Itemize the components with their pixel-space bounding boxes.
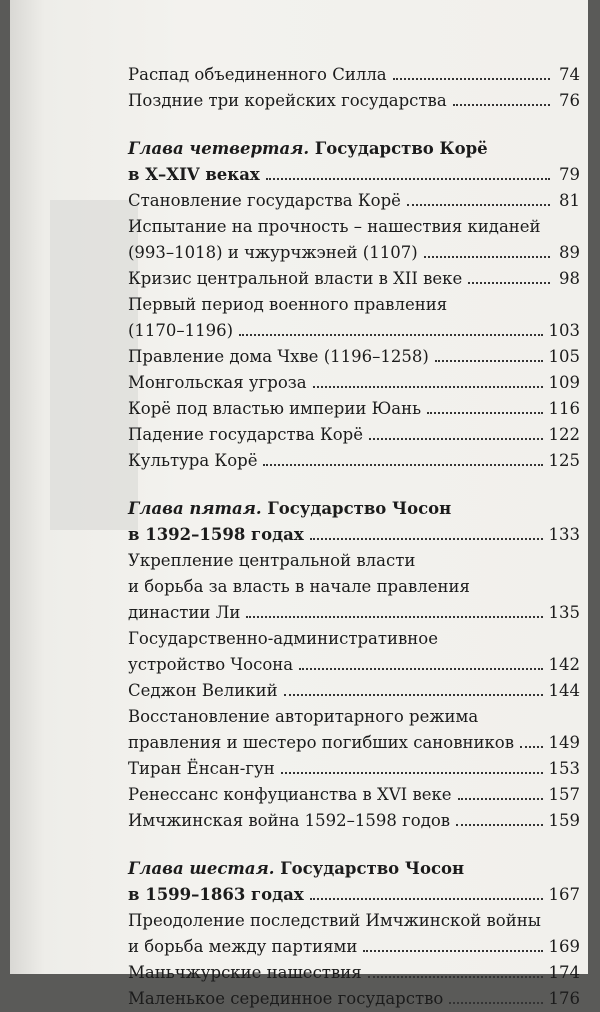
dot-leader: [368, 976, 543, 978]
toc-entry: [128, 808, 580, 834]
toc-entry-title: правления и шестеро погибших сановников: [128, 733, 515, 752]
page-number: 159: [548, 811, 580, 830]
toc-entry-title: Ренессанс конфуцианства в XVI веке: [128, 785, 452, 804]
dot-leader: [407, 204, 550, 206]
chapter-title: Государство Чосон: [267, 499, 452, 518]
toc-entry: [128, 370, 580, 396]
toc-entry-title: Поздние три корейских государства: [128, 91, 447, 110]
chapter-label: Глава шестая.: [128, 859, 275, 878]
toc-entry-title: Седжон Великий: [128, 681, 278, 700]
page-number: 76: [559, 91, 580, 110]
toc-entry: [128, 88, 580, 114]
page-number: 167: [548, 885, 580, 904]
toc-entry-title: Монгольская угроза: [128, 373, 307, 392]
chapter-title-cont: в X–XIV веках: [128, 165, 260, 184]
toc-entry: [128, 730, 580, 756]
toc-entry: [128, 266, 580, 292]
book-page: [10, 0, 588, 1008]
toc-entry-line: Государственно-административное: [128, 629, 438, 648]
section-gap: [128, 474, 580, 496]
toc-entry: [128, 396, 580, 422]
dot-leader: [284, 694, 543, 696]
dot-leader: [468, 282, 550, 284]
toc-entry-title: династии Ли: [128, 603, 241, 622]
toc-entry-title: Становление государства Корё: [128, 191, 401, 210]
toc-entry-title: Распад объединенного Силла: [128, 65, 387, 84]
dot-leader: [299, 668, 542, 670]
chapter-heading: [128, 496, 580, 522]
chapter-label: Глава пятая.: [128, 499, 262, 518]
chapter-title-cont: в 1392–1598 годах: [128, 525, 304, 544]
toc-entry: [128, 652, 580, 678]
page-number: 169: [548, 937, 580, 956]
section-gap: [128, 834, 580, 856]
dot-leader: [520, 746, 542, 748]
page-number: 125: [548, 451, 580, 470]
chapter-heading-row: [128, 162, 580, 188]
page-number: 79: [559, 165, 580, 184]
toc-entry-title: и борьба между партиями: [128, 937, 358, 956]
page-number: 149: [548, 733, 580, 752]
dot-leader: [449, 1002, 542, 1004]
page-number: 74: [559, 65, 580, 84]
toc-entry-line: Укрепление центральной власти: [128, 551, 416, 570]
chapter-heading-row: [128, 882, 580, 908]
page-number: 122: [548, 425, 580, 444]
toc-entry: [128, 678, 580, 704]
page-number: 135: [548, 603, 580, 622]
dot-leader: [453, 104, 550, 106]
page-number: 98: [559, 269, 580, 288]
dot-leader: [239, 334, 542, 336]
toc-entry-line: Преодоление последствий Имчжинской войны: [128, 911, 541, 930]
page-number: 89: [559, 243, 580, 262]
dot-leader: [313, 386, 543, 388]
page-number: 133: [548, 525, 580, 544]
toc-entry: [128, 188, 580, 214]
page-number: 144: [548, 681, 580, 700]
chapter-title: Государство Корё: [314, 139, 488, 158]
page-number: 116: [548, 399, 580, 418]
toc-entry-title: Маленькое серединное государство: [128, 989, 444, 1008]
toc-entry-title: Тиран Ёнсан-гун: [128, 759, 275, 778]
chapter-heading-row: [128, 522, 580, 548]
toc-entry: [128, 756, 580, 782]
bleed-through-shadow: [50, 200, 138, 530]
chapter-heading: [128, 856, 580, 882]
dot-leader: [266, 178, 550, 180]
dot-leader: [246, 616, 542, 618]
toc-entry: [128, 448, 580, 474]
page-number: 103: [548, 321, 580, 340]
toc-entry: [128, 986, 580, 1012]
toc-entry-title: Маньчжурские нашествия: [128, 963, 362, 982]
toc-entry: [128, 960, 580, 986]
page-number: 174: [548, 963, 580, 982]
toc-entry: [128, 600, 580, 626]
table-of-contents: [128, 62, 580, 1012]
toc-entry-title: Культура Корё: [128, 451, 258, 470]
toc-entry-title: (993–1018) и чжурчжэней (1107): [128, 243, 418, 262]
page-number: 81: [559, 191, 580, 210]
chapter-title-cont: в 1599–1863 годах: [128, 885, 304, 904]
page-number: 153: [548, 759, 580, 778]
dot-leader: [424, 256, 550, 258]
toc-entry: [128, 318, 580, 344]
toc-entry: [128, 240, 580, 266]
page-number: 157: [548, 785, 580, 804]
dot-leader: [310, 538, 543, 540]
dot-leader: [263, 464, 542, 466]
toc-entry-title: Кризис центральной власти в XII веке: [128, 269, 463, 288]
page-number: 176: [548, 989, 580, 1008]
chapter-label: Глава четвертая.: [128, 139, 310, 158]
dot-leader: [310, 898, 543, 900]
toc-entry: [128, 344, 580, 370]
chapter-heading: [128, 136, 580, 162]
toc-entry-title: (1170–1196): [128, 321, 234, 340]
toc-entry-title: Корё под властью империи Юань: [128, 399, 422, 418]
chapter-title: Государство Чосон: [280, 859, 465, 878]
toc-entry-title: Падение государства Корё: [128, 425, 364, 444]
dot-leader: [281, 772, 543, 774]
toc-entry-line: Восстановление авторитарного режима: [128, 707, 479, 726]
page-number: 142: [548, 655, 580, 674]
dot-leader: [393, 78, 550, 80]
page-number: 105: [548, 347, 580, 366]
toc-entry-line: Испытание на прочность – нашествия киданей: [128, 217, 541, 236]
toc-entry: [128, 782, 580, 808]
toc-entry: [128, 422, 580, 448]
dot-leader: [369, 438, 542, 440]
dot-leader: [458, 798, 543, 800]
section-gap: [128, 114, 580, 136]
dot-leader: [456, 824, 542, 826]
page-number: 109: [548, 373, 580, 392]
dot-leader: [427, 412, 542, 414]
dot-leader: [435, 360, 543, 362]
toc-entry-title: устройство Чосона: [128, 655, 294, 674]
toc-entry: [128, 62, 580, 88]
toc-entry-title: Имчжинская война 1592–1598 годов: [128, 811, 451, 830]
dot-leader: [363, 950, 542, 952]
toc-entry-line: Первый период военного правления: [128, 295, 448, 314]
toc-entry: [128, 934, 580, 960]
toc-entry-title: Правление дома Чхве (1196–1258): [128, 347, 429, 366]
toc-entry-line: и борьба за власть в начале правления: [128, 577, 470, 596]
